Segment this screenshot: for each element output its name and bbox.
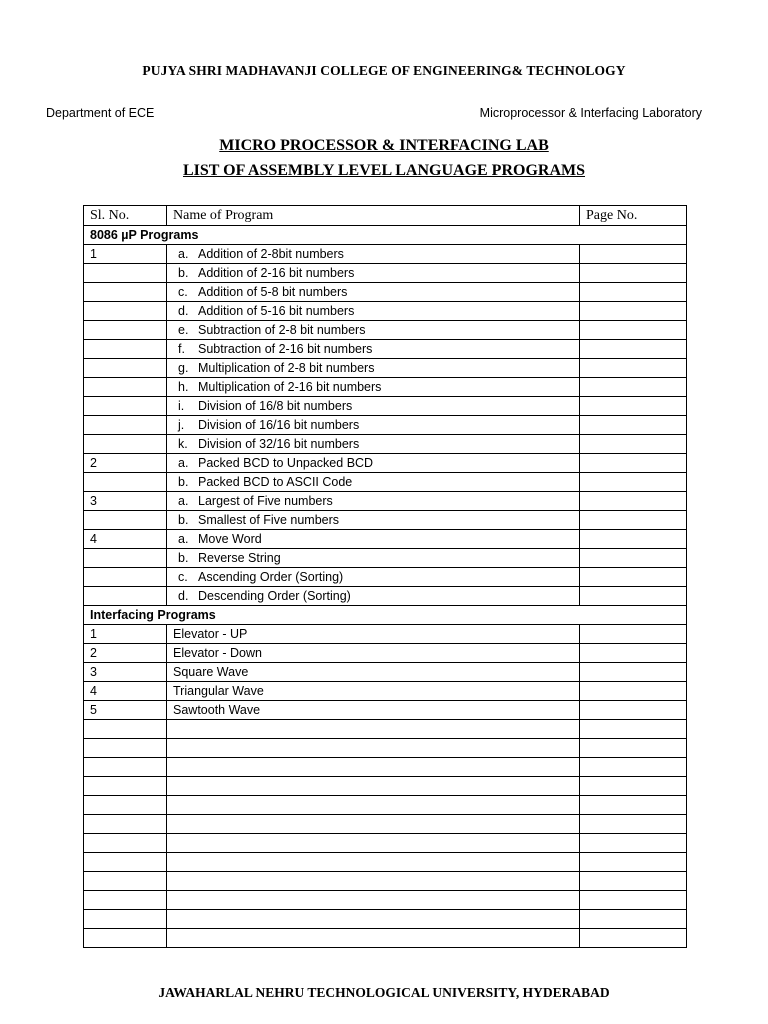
sl-no-cell: 4	[84, 530, 167, 549]
page-no-cell	[580, 720, 687, 739]
table-row	[84, 340, 687, 359]
sub-item-label: a.	[178, 247, 189, 261]
page-no-cell	[580, 511, 687, 530]
table-row	[84, 530, 687, 549]
sl-no-cell: 4	[84, 682, 167, 701]
program-name: Addition of 5-8 bit numbers	[198, 285, 348, 299]
table-row	[84, 549, 687, 568]
college-name: PUJYA SHRI MADHAVANJI COLLEGE OF ENGINEERING& TECHNOLOGY	[142, 63, 626, 78]
table-row	[84, 758, 687, 777]
program-name-cell	[167, 264, 580, 283]
column-header-sl-no: Sl. No.	[84, 206, 167, 226]
laboratory-name: Microprocessor & Interfacing Laboratory	[479, 106, 702, 120]
program-name-cell	[167, 473, 580, 492]
table-row	[84, 834, 687, 853]
page-no-cell	[580, 549, 687, 568]
program-name-cell	[167, 625, 580, 644]
program-name: Descending Order (Sorting)	[198, 589, 351, 603]
sl-no-cell	[84, 929, 167, 948]
program-name: Multiplication of 2-16 bit numbers	[198, 380, 382, 394]
page-no-cell	[580, 454, 687, 473]
program-name-cell	[167, 397, 580, 416]
sl-no-cell	[84, 872, 167, 891]
program-name-cell	[167, 416, 580, 435]
sl-no-cell	[84, 359, 167, 378]
page-no-cell	[580, 587, 687, 606]
sub-item-label: a.	[178, 456, 189, 470]
sl-no-cell: 2	[84, 644, 167, 663]
program-name-cell	[167, 777, 580, 796]
sl-no-cell	[84, 511, 167, 530]
page-no-cell	[580, 777, 687, 796]
sl-no-cell	[84, 796, 167, 815]
program-name: Elevator - Down	[173, 646, 262, 660]
table-row	[84, 245, 687, 264]
sl-no-cell	[84, 739, 167, 758]
table-row	[84, 777, 687, 796]
column-header-page-no: Page No.	[580, 206, 687, 226]
sub-item-label: b.	[178, 266, 189, 280]
column-header-program-name: Name of Program	[167, 206, 580, 226]
page-no-cell	[580, 682, 687, 701]
table-row	[84, 264, 687, 283]
table-row	[84, 853, 687, 872]
table-row	[84, 473, 687, 492]
page-no-cell	[580, 359, 687, 378]
table-row	[84, 739, 687, 758]
university-name: JAWAHARLAL NEHRU TECHNOLOGICAL UNIVERSITY, HYDERABAD	[158, 985, 610, 1000]
table-header-row	[84, 206, 687, 226]
sub-item-label: b.	[178, 551, 189, 565]
page-no-cell	[580, 568, 687, 587]
document-subtitle: LIST OF ASSEMBLY LEVEL LANGUAGE PROGRAMS	[182, 162, 586, 179]
sl-no-cell	[84, 378, 167, 397]
program-name-cell	[167, 245, 580, 264]
page-no-cell	[580, 796, 687, 815]
sl-no-cell	[84, 283, 167, 302]
table-row	[84, 663, 687, 682]
program-name-cell	[167, 549, 580, 568]
sl-no-cell	[84, 587, 167, 606]
program-name-cell	[167, 492, 580, 511]
page-no-cell	[580, 397, 687, 416]
page-no-cell	[580, 321, 687, 340]
table-row	[84, 682, 687, 701]
page-no-cell	[580, 435, 687, 454]
table-row	[84, 378, 687, 397]
table-row	[84, 302, 687, 321]
section-title: Interfacing Programs	[84, 606, 687, 625]
program-name: Square Wave	[173, 665, 249, 679]
sl-no-cell	[84, 891, 167, 910]
page-no-cell	[580, 644, 687, 663]
sl-no-cell	[84, 853, 167, 872]
sl-no-cell	[84, 321, 167, 340]
program-name-cell	[167, 435, 580, 454]
sl-no-cell: 2	[84, 454, 167, 473]
program-name: Addition of 2-8bit numbers	[198, 247, 344, 261]
section-header-row	[84, 606, 687, 625]
sl-no-cell	[84, 568, 167, 587]
table-row	[84, 720, 687, 739]
sl-no-cell	[84, 340, 167, 359]
table-row	[84, 454, 687, 473]
sl-no-cell	[84, 720, 167, 739]
page-no-cell	[580, 758, 687, 777]
table-row	[84, 359, 687, 378]
page-no-cell	[580, 663, 687, 682]
table-row	[84, 891, 687, 910]
sl-no-cell: 1	[84, 625, 167, 644]
page-no-cell	[580, 416, 687, 435]
table-row	[84, 416, 687, 435]
sl-no-cell	[84, 549, 167, 568]
sub-item-label: a.	[178, 532, 189, 546]
sl-no-cell: 3	[84, 492, 167, 511]
program-name: Sawtooth Wave	[173, 703, 261, 717]
program-name: Division of 16/8 bit numbers	[198, 399, 353, 413]
program-name: Multiplication of 2-8 bit numbers	[198, 361, 375, 375]
program-name-cell	[167, 530, 580, 549]
table-row	[84, 492, 687, 511]
page-no-cell	[580, 340, 687, 359]
page-no-cell	[580, 701, 687, 720]
program-name-cell	[167, 454, 580, 473]
sl-no-cell	[84, 264, 167, 283]
sub-item-label: f.	[178, 342, 185, 356]
sl-no-cell	[84, 302, 167, 321]
table-row	[84, 701, 687, 720]
table-row	[84, 872, 687, 891]
page-no-cell	[580, 530, 687, 549]
sub-item-label: k.	[178, 437, 188, 451]
page-no-cell	[580, 891, 687, 910]
program-name-cell	[167, 739, 580, 758]
sl-no-cell: 5	[84, 701, 167, 720]
table-row	[84, 910, 687, 929]
program-name: Reverse String	[198, 551, 281, 565]
sub-item-label: h.	[178, 380, 189, 394]
page-no-cell	[580, 473, 687, 492]
program-name-cell	[167, 834, 580, 853]
program-name-cell	[167, 815, 580, 834]
page-no-cell	[580, 834, 687, 853]
page-no-cell	[580, 739, 687, 758]
page-no-cell	[580, 283, 687, 302]
program-name: Division of 32/16 bit numbers	[198, 437, 360, 451]
program-name-cell	[167, 321, 580, 340]
section-header-row	[84, 226, 687, 245]
program-name: Smallest of Five numbers	[198, 513, 340, 527]
program-name: Move Word	[198, 532, 262, 546]
program-name-cell	[167, 359, 580, 378]
sub-item-label: j.	[178, 418, 185, 432]
sl-no-cell	[84, 910, 167, 929]
table-row	[84, 815, 687, 834]
program-name: Packed BCD to Unpacked BCD	[198, 456, 374, 470]
program-name-cell	[167, 872, 580, 891]
page-no-cell	[580, 815, 687, 834]
table-row	[84, 929, 687, 948]
program-name-cell	[167, 644, 580, 663]
program-name-cell	[167, 682, 580, 701]
sl-no-cell: 1	[84, 245, 167, 264]
table-row	[84, 321, 687, 340]
sub-item-label: d.	[178, 589, 189, 603]
table-row	[84, 397, 687, 416]
page-no-cell	[580, 492, 687, 511]
program-name: Largest of Five numbers	[198, 494, 333, 508]
program-name: Subtraction of 2-8 bit numbers	[198, 323, 366, 337]
page-no-cell	[580, 910, 687, 929]
sub-item-label: i.	[178, 399, 185, 413]
program-name-cell	[167, 340, 580, 359]
sl-no-cell	[84, 758, 167, 777]
sl-no-cell	[84, 397, 167, 416]
program-name: Addition of 5-16 bit numbers	[198, 304, 355, 318]
table-row	[84, 796, 687, 815]
sub-item-label: b.	[178, 513, 189, 527]
program-name-cell	[167, 378, 580, 397]
table-row	[84, 511, 687, 530]
page-no-cell	[580, 872, 687, 891]
sl-no-cell	[84, 473, 167, 492]
sub-item-label: d.	[178, 304, 189, 318]
sub-item-label: a.	[178, 494, 189, 508]
page-no-cell	[580, 929, 687, 948]
program-name: Elevator - UP	[173, 627, 248, 641]
program-name-cell	[167, 663, 580, 682]
sub-item-label: e.	[178, 323, 189, 337]
program-name: Triangular Wave	[173, 684, 264, 698]
program-name-cell	[167, 568, 580, 587]
document-title: MICRO PROCESSOR & INTERFACING LAB	[219, 137, 549, 154]
program-name: Ascending Order (Sorting)	[198, 570, 344, 584]
sub-item-label: g.	[178, 361, 189, 375]
program-list-table	[83, 205, 687, 948]
sl-no-cell	[84, 435, 167, 454]
table-row	[84, 625, 687, 644]
page-no-cell	[580, 378, 687, 397]
table-row	[84, 568, 687, 587]
section-title: 8086 µP Programs	[84, 226, 687, 245]
program-name-cell	[167, 302, 580, 321]
sl-no-cell	[84, 416, 167, 435]
program-name-cell	[167, 511, 580, 530]
table-row	[84, 435, 687, 454]
program-name: Division of 16/16 bit numbers	[198, 418, 360, 432]
table-row	[84, 283, 687, 302]
program-name-cell	[167, 283, 580, 302]
table-row	[84, 587, 687, 606]
page-no-cell	[580, 625, 687, 644]
program-name-cell	[167, 891, 580, 910]
program-name-cell	[167, 587, 580, 606]
sl-no-cell	[84, 777, 167, 796]
sub-item-label: b.	[178, 475, 189, 489]
sl-no-cell	[84, 834, 167, 853]
program-name-cell	[167, 720, 580, 739]
page-no-cell	[580, 245, 687, 264]
program-name-cell	[167, 910, 580, 929]
program-name: Addition of 2-16 bit numbers	[198, 266, 355, 280]
department-name: Department of ECE	[46, 106, 155, 120]
program-name: Packed BCD to ASCII Code	[198, 475, 353, 489]
sub-item-label: c.	[178, 570, 188, 584]
program-name-cell	[167, 701, 580, 720]
table-row	[84, 644, 687, 663]
sub-item-label: c.	[178, 285, 188, 299]
page-no-cell	[580, 302, 687, 321]
page-no-cell	[580, 853, 687, 872]
sl-no-cell	[84, 815, 167, 834]
sl-no-cell: 3	[84, 663, 167, 682]
page-no-cell	[580, 264, 687, 283]
program-name-cell	[167, 796, 580, 815]
program-name-cell	[167, 758, 580, 777]
program-name-cell	[167, 853, 580, 872]
program-name-cell	[167, 929, 580, 948]
program-name: Subtraction of 2-16 bit numbers	[198, 342, 373, 356]
